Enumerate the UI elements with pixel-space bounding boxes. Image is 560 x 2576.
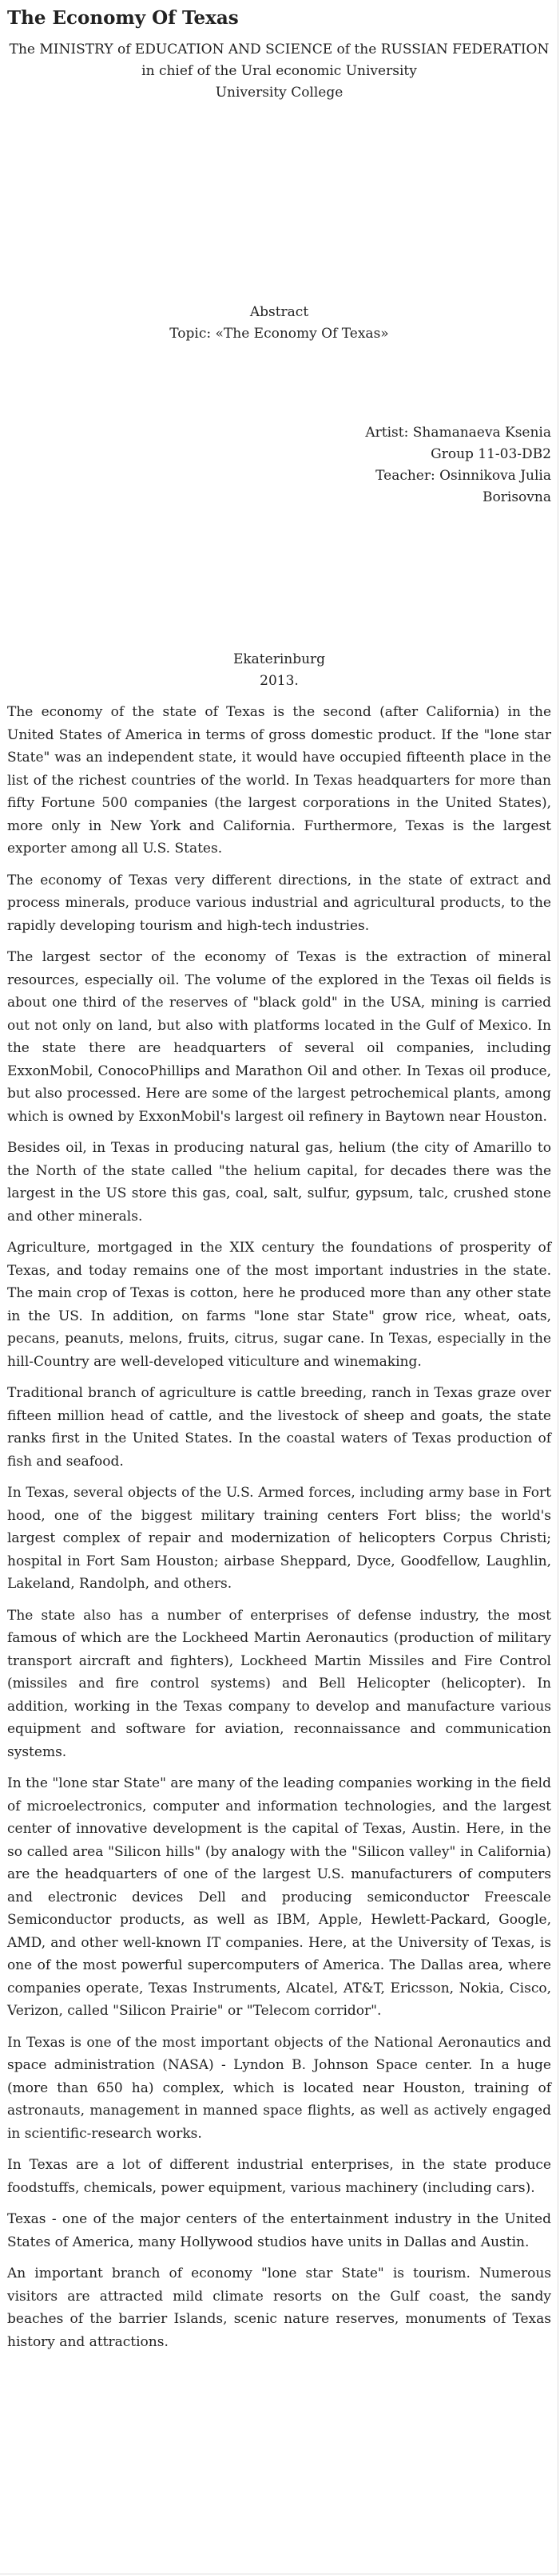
paragraph: The largest sector of the economy of Texas is the extraction of mineral resources, especially oil. The volume of the explored in the Texas oil fields is about one third of the reserves of "black gold" in the USA, mining is carried out not only on land, but also with platforms located in the Gulf of Mexico. In the state there are headquarters of several oil companies, including ExxonMobil, ConocoPhillips and Marathon Oil and other. In Texas oil produce, but also processed. Here are some of the largest petrochemical plants, among which is owned by ExxonMobil's largest oil refinery in Baytown near Houston.	[7, 949, 551, 1125]
place: Ekaterinburg	[232, 651, 326, 667]
paragraph: In Texas, several objects of the U.S. Armed forces, including army base in Fort hood, one of the biggest military training centers Fort bliss; the world's largest complex of repair and modernization of helicopters Corpus Christi; hospital in Fort Sam Houston; airbase Sheppard, Dyce, Goodfellow, Laughlin, Lakeland, Randolph, and others.	[7, 1485, 551, 1592]
year: 2013.	[260, 673, 299, 689]
credit-teacher: Teacher: Osinnikova Julia	[375, 468, 551, 484]
spacer	[7, 104, 551, 292]
place-year-block	[7, 649, 551, 692]
paragraph: In Texas are a lot of different industrial enterprises, in the state produce foodstuffs, chemicals, power equipment, various machinery (including cars).	[7, 2157, 551, 2196]
paragraph: The state also has a number of enterprises of defense industry, the most famous of which are the Lockheed Martin Aeronautics (production of military transport aircraft and fighters), Lockheed Martin Missiles and Fire Control (missiles and fire control systems) and Bell Helicopter (helicopter). In addition, working in the Texas company to develop and manufacture various equipment and software for aviation, reconnaissance and communication systems.	[7, 1607, 551, 1760]
paragraph: The economy of Texas very different directions, in the state of extract and process minerals, produce various industrial and agricultural products, to the rapidly developing tourism and high-tech industries.	[7, 872, 551, 934]
credit-group: Group 11-03-DB2	[431, 446, 551, 462]
credits-block	[7, 422, 551, 508]
paragraph: The economy of the state of Texas is the second (after California) in the United States of America in terms of gross domestic product. If the "lone star State" was an independent state, it would have occupied fifteenth place in the list of the richest countries of the world. In Texas headquarters for more than fifty Fortune 500 companies (the largest corporations in the United States), more only in New York and California. Furthermore, Texas is the largest exporter among all U.S. States.	[7, 704, 551, 857]
spacer	[7, 345, 551, 422]
ministry-header: The MINISTRY of EDUCATION AND SCIENCE of the RUSSIAN FEDERATION in chief of the Ural economic University	[9, 42, 550, 79]
abstract-block	[7, 302, 551, 345]
paragraph: In the "lone star State" are many of the leading companies working in the field of microelectronics, computer and information technologies, and the largest center of innovative development is the capital of Texas, Austin. Here, in the so called area "Silicon hills" (by analogy with the "Silicon valley" in California) are the headquarters of one of the largest U.S. manufacturers of computers and electronic devices Dell and producing semiconductor Freescale Semiconductor products, as well as IBM, Apple, Hewlett-Packard, Google, AMD, and other well-known IT companies. Here, at the University of Texas, is one of the most powerful supercomputers of America. The Dallas area, where companies operate, Texas Instruments, Alcatel, AT&T, Ericsson, Nokia, Cisco, Verizon, called "Silicon Prairie" or "Telecom corridor".	[7, 1775, 551, 2019]
spacer	[7, 508, 551, 649]
abstract-label: Abstract	[249, 304, 309, 320]
abstract-topic: Topic: «The Economy Of Texas»	[169, 326, 389, 342]
paragraph: Agriculture, mortgaged in the XIX century the foundations of prosperity of Texas, and today remains one of the most important industries in the state. The main crop of Texas is cotton, here he produced more than any other state in the US. In addition, on farms "lone star State" grow rice, wheat, oats, pecans, peanuts, melons, fruits, citrus, sugar cane. In Texas, especially in the hill-Country are well-developed viticulture and winemaking.	[7, 1240, 551, 1370]
paragraph: Texas - one of the major centers of the entertainment industry in the United States of America, many Hollywood studios have units in Dallas and Austin.	[7, 2211, 551, 2250]
college-name: University College	[215, 85, 344, 101]
paragraph: Besides oil, in Texas in producing natural gas, helium (the city of Amarillo to the North of the state called "the helium capital, for decades there was the largest in the US store this gas, coal, salt, sulfur, gypsum, talc, crushed stone and other minerals.	[7, 1140, 551, 1225]
paragraph: Traditional branch of agriculture is cattle breeding, ranch in Texas graze over fifteen million head of cattle, and the livestock of sheep and goats, the state ranks first in the United States. In the coastal waters of Texas production of fish and seafood.	[7, 1385, 551, 1470]
credit-teacher-continued: Borisovna	[483, 489, 551, 505]
body-text	[7, 701, 551, 2353]
credit-artist: Artist: Shamanaeva Ksenia	[365, 425, 551, 441]
paragraph: In Texas is one of the most important objects of the National Aeronautics and space administration (NASA) - Lyndon B. Johnson Space center. In a huge (more than 650 ha) complex, which is located near Houston, training of astronauts, management in manned space flights, as well as actively engaged in scientific-research works.	[7, 2034, 551, 2142]
paragraph: An important branch of economy "lone star State" is tourism. Numerous visitors are attracted mild climate resorts on the Gulf coast, the sandy beaches of the barrier Islands, scenic nature reserves, monuments of Texas history and attractions.	[7, 2265, 551, 2350]
page-title: The Economy Of Texas	[7, 7, 239, 29]
